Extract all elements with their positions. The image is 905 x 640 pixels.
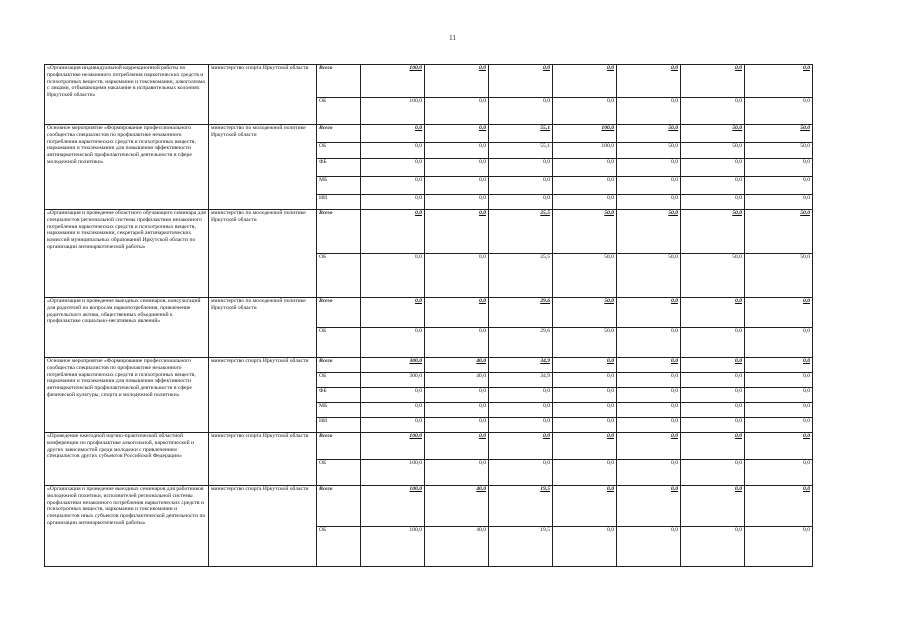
funding-value: 100,0 [361, 98, 425, 125]
funding-value: 0,0 [425, 388, 489, 403]
funding-value: 0,0 [361, 328, 425, 358]
funding-source: МБ [317, 403, 361, 418]
funding-value: 100,0 [361, 486, 425, 527]
funding-value: 0,0 [553, 195, 617, 210]
funding-value: 40,0 [425, 373, 489, 388]
funding-value: 0,0 [745, 159, 813, 177]
funding-value: 50,0 [745, 125, 813, 143]
responsible-executor: министерство спорта Иркутской области [209, 358, 317, 433]
funding-source: Всего [317, 210, 361, 254]
funding-value: 0,0 [425, 177, 489, 195]
funding-value: 0,0 [745, 298, 813, 328]
funding-value: 0,0 [617, 418, 681, 433]
funding-value: 0,0 [681, 358, 745, 373]
table-row [45, 433, 813, 460]
funding-value: 0,0 [425, 328, 489, 358]
funding-value: 0,0 [681, 486, 745, 527]
funding-value: 29,6 [489, 328, 553, 358]
funding-value: 0,0 [681, 418, 745, 433]
funding-value: 0,0 [553, 65, 617, 98]
funding-value: 0,0 [361, 210, 425, 254]
activity-name: «Организация индивидуальной коррекционной работы по профилактике незаконного потребления наркотических средств и психотропных веществ, наркомании и токсикомании, алкоголизма с лицами, отбывающими наказание в исправительных колониях Иркутской области» [45, 65, 209, 125]
funding-value: 50,0 [617, 143, 681, 159]
funding-source: ОБ [317, 527, 361, 567]
funding-value: 0,0 [745, 177, 813, 195]
funding-value: 0,0 [489, 433, 553, 460]
table-row [45, 65, 813, 98]
funding-value: 0,0 [553, 388, 617, 403]
funding-value: 0,0 [745, 433, 813, 460]
funding-value: 0,0 [617, 177, 681, 195]
funding-value: 0,0 [553, 433, 617, 460]
funding-value: 0,0 [361, 298, 425, 328]
funding-value: 0,0 [553, 486, 617, 527]
funding-value: 0,0 [617, 388, 681, 403]
funding-source: Всего [317, 433, 361, 460]
program-funding-table [44, 64, 813, 567]
funding-value: 55,1 [489, 125, 553, 143]
table-row [45, 358, 813, 373]
activity-name: Основное мероприятие «Формирование профессионального сообщества специалистов по профилактике незаконного потребления наркотических средств и психотропных веществ, наркомании и токсикомании для повышения эффективности антинаркотической профилактической деятельности в сфере физической культуры, спорта и молодежной политики» [45, 358, 209, 433]
funding-value: 0,0 [745, 527, 813, 567]
activity-name: «Проведение ежегодной научно-практической областной конференции по профилактике алкогольной, наркотической и других зависимостей среди молодежи с привлечением специалистов других субъектов Российской Федерации» [45, 433, 209, 486]
responsible-executor: министерство спорта Иркутской области [209, 433, 317, 486]
funding-source: ОБ [317, 143, 361, 159]
funding-value: 0,0 [745, 195, 813, 210]
funding-value: 0,0 [745, 418, 813, 433]
funding-value: 0,0 [425, 65, 489, 98]
funding-value: 0,0 [489, 98, 553, 125]
table-row [45, 298, 813, 328]
funding-value: 0,0 [361, 388, 425, 403]
funding-value: 0,0 [617, 298, 681, 328]
table-row [45, 125, 813, 143]
activity-name: «Организация и проведение выездных семинаров, консультаций для родителей по вопросам наркопотребления, привлечение родительского актива, общественных объединений к профилактике социально-негативных явлений» [45, 298, 209, 358]
funding-value: 19,5 [489, 527, 553, 567]
funding-value: 0,0 [553, 418, 617, 433]
funding-value: 0,0 [617, 460, 681, 486]
funding-value: 0,0 [425, 195, 489, 210]
funding-value: 0,0 [681, 328, 745, 358]
funding-value: 50,0 [745, 143, 813, 159]
funding-value: 0,0 [425, 298, 489, 328]
funding-value: 0,0 [489, 65, 553, 98]
funding-source: ОБ [317, 460, 361, 486]
funding-value: 50,0 [681, 143, 745, 159]
funding-value: 0,0 [553, 358, 617, 373]
funding-source: Всего [317, 298, 361, 328]
funding-value: 0,0 [681, 98, 745, 125]
funding-value: 0,0 [425, 125, 489, 143]
funding-value: 0,0 [681, 403, 745, 418]
funding-value: 55,1 [489, 143, 553, 159]
funding-source: ФБ [317, 159, 361, 177]
funding-value: 0,0 [361, 177, 425, 195]
funding-value: 50,0 [681, 254, 745, 298]
funding-value: 0,0 [681, 159, 745, 177]
funding-value: 0,0 [425, 403, 489, 418]
responsible-executor: министерство спорта Иркутской области [209, 486, 317, 567]
funding-value: 0,0 [745, 65, 813, 98]
funding-value: 0,0 [681, 388, 745, 403]
funding-value: 0,0 [361, 403, 425, 418]
funding-value: 0,0 [553, 98, 617, 125]
funding-value: 0,0 [681, 177, 745, 195]
activity-name: Основное мероприятие «Формирование профессионального сообщества специалистов по профилактике незаконного потребления наркотических средств и психотропных веществ, наркомании и токсикомании для повышения эффективности антинаркотической профилактической деятельности в сфере молодежной политики» [45, 125, 209, 210]
funding-value: 100,0 [553, 125, 617, 143]
funding-value: 300,0 [361, 373, 425, 388]
funding-value: 0,0 [617, 65, 681, 98]
funding-value: 0,0 [681, 298, 745, 328]
funding-value: 50,0 [745, 210, 813, 254]
funding-value: 50,0 [553, 210, 617, 254]
funding-value: 0,0 [745, 98, 813, 125]
activity-name: «Организация и проведение областного обучающего семинара для специалистов региональной системы профилактики незаконного потребления наркотических средств и психотропных веществ, наркомании и токсикомании, секретарей антинаркотических комиссий муниципальных образований Иркутской области по организации антинаркотической работы» [45, 210, 209, 298]
funding-value: 25,5 [489, 210, 553, 254]
funding-source: Всего [317, 358, 361, 373]
funding-source: ОБ [317, 254, 361, 298]
funding-value: 100,0 [361, 433, 425, 460]
funding-value: 100,0 [361, 460, 425, 486]
funding-source: Всего [317, 65, 361, 98]
funding-value: 50,0 [617, 254, 681, 298]
page-number: 11 [449, 34, 456, 42]
funding-value: 0,0 [425, 254, 489, 298]
funding-value: 0,0 [681, 460, 745, 486]
funding-value: 25,5 [489, 254, 553, 298]
responsible-executor: министерство спорта Иркутской области [209, 65, 317, 125]
funding-value: 0,0 [361, 254, 425, 298]
funding-value: 100,0 [361, 527, 425, 567]
funding-value: 0,0 [489, 460, 553, 486]
table-row [45, 210, 813, 254]
funding-value: 0,0 [425, 418, 489, 433]
funding-value: 0,0 [617, 403, 681, 418]
funding-value: 0,0 [681, 195, 745, 210]
responsible-executor: министерство по молодежной политике Иркутской области [209, 125, 317, 210]
funding-value: 0,0 [553, 403, 617, 418]
funding-value: 0,0 [361, 125, 425, 143]
funding-value: 0,0 [617, 486, 681, 527]
funding-value: 40,0 [425, 358, 489, 373]
funding-value: 50,0 [553, 298, 617, 328]
funding-value: 0,0 [489, 159, 553, 177]
funding-value: 0,0 [425, 143, 489, 159]
funding-value: 0,0 [361, 418, 425, 433]
funding-value: 0,0 [617, 159, 681, 177]
funding-value: 0,0 [489, 418, 553, 433]
funding-value: 0,0 [553, 177, 617, 195]
funding-value: 0,0 [745, 403, 813, 418]
funding-value: 0,0 [489, 195, 553, 210]
funding-value: 50,0 [553, 254, 617, 298]
funding-value: 34,9 [489, 373, 553, 388]
funding-value: 0,0 [617, 433, 681, 460]
funding-value: 0,0 [745, 373, 813, 388]
funding-value: 0,0 [681, 527, 745, 567]
funding-value: 50,0 [553, 328, 617, 358]
funding-source: ФБ [317, 388, 361, 403]
table-row [45, 486, 813, 527]
funding-value: 0,0 [425, 159, 489, 177]
funding-value: 0,0 [489, 177, 553, 195]
funding-source: МБ [317, 177, 361, 195]
funding-value: 0,0 [617, 527, 681, 567]
funding-value: 50,0 [617, 210, 681, 254]
funding-value: 300,0 [361, 358, 425, 373]
funding-value: 0,0 [681, 373, 745, 388]
funding-value: 40,0 [425, 527, 489, 567]
funding-value: 0,0 [617, 195, 681, 210]
funding-value: 0,0 [553, 373, 617, 388]
funding-source: Всего [317, 486, 361, 527]
funding-value: 50,0 [617, 125, 681, 143]
funding-source: ОБ [317, 328, 361, 358]
funding-value: 0,0 [617, 328, 681, 358]
funding-value: 0,0 [425, 98, 489, 125]
funding-value: 0,0 [489, 388, 553, 403]
funding-value: 19,5 [489, 486, 553, 527]
funding-value: 29,6 [489, 298, 553, 328]
funding-value: 50,0 [681, 210, 745, 254]
funding-value: 0,0 [617, 98, 681, 125]
funding-value: 100,0 [553, 143, 617, 159]
funding-value: 0,0 [553, 527, 617, 567]
funding-value: 0,0 [553, 460, 617, 486]
funding-value: 0,0 [617, 358, 681, 373]
funding-value: 0,0 [489, 403, 553, 418]
funding-value: 0,0 [425, 433, 489, 460]
funding-value: 0,0 [361, 159, 425, 177]
funding-value: 34,9 [489, 358, 553, 373]
funding-value: 0,0 [681, 433, 745, 460]
funding-value: 0,0 [745, 358, 813, 373]
funding-value: 0,0 [745, 328, 813, 358]
funding-source: ИИ [317, 195, 361, 210]
funding-value: 0,0 [745, 388, 813, 403]
funding-value: 40,0 [425, 486, 489, 527]
funding-source: ИИ [317, 418, 361, 433]
funding-source: Всего [317, 125, 361, 143]
funding-value: 50,0 [745, 254, 813, 298]
funding-value: 0,0 [361, 195, 425, 210]
responsible-executor: министерство по молодежной политике Иркутской области [209, 298, 317, 358]
funding-value: 0,0 [745, 486, 813, 527]
funding-value: 50,0 [681, 125, 745, 143]
funding-value: 0,0 [425, 460, 489, 486]
funding-value: 0,0 [361, 143, 425, 159]
activity-name: «Организация и проведение выездных семинаров для работников молодежной политики, исполнителей региональной системы профилактики незаконного потребления наркотических средств и психотропных веществ, наркомании и токсикомании и специалистов иных субъектов профилактической деятельности по организации антинаркотической работы» [45, 486, 209, 567]
funding-value: 0,0 [425, 210, 489, 254]
funding-value: 0,0 [681, 65, 745, 98]
responsible-executor: министерство по молодежной политике Иркутской области [209, 210, 317, 298]
funding-source: ОБ [317, 373, 361, 388]
funding-value: 100,0 [361, 65, 425, 98]
funding-value: 0,0 [553, 159, 617, 177]
funding-value: 0,0 [745, 460, 813, 486]
funding-value: 0,0 [617, 373, 681, 388]
funding-source: ОБ [317, 98, 361, 125]
